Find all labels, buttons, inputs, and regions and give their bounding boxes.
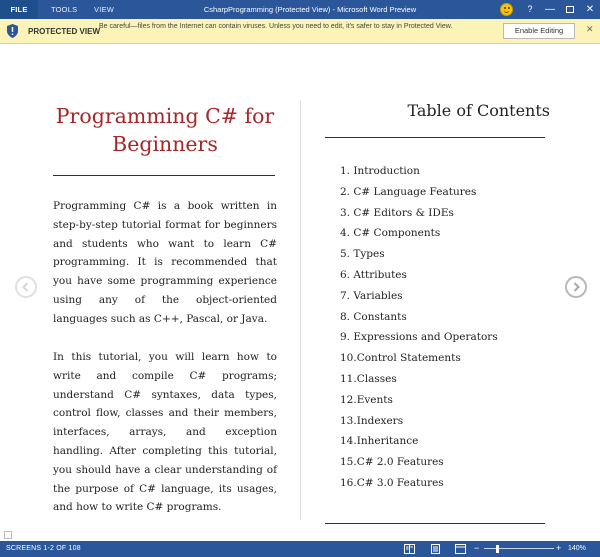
toc-item-number: 7.	[340, 289, 351, 302]
toc-item-label: Types	[350, 248, 385, 261]
protected-view-message: Be careful—files from the Internet can contain viruses. Unless you need to edit, it's safer to stay in Protected View.	[99, 23, 453, 30]
toc-bottom-rule	[325, 523, 545, 524]
toc-item-label: C# Language Features	[350, 185, 477, 198]
toc-item-label: C# 2.0 Features	[356, 456, 444, 469]
protected-view-label: PROTECTED VIEW	[28, 27, 101, 36]
window-title: CsharpProgramming (Protected View) - Microsoft Word Preview	[203, 5, 417, 14]
smiley-feedback-icon[interactable]	[500, 3, 513, 16]
title-bar	[0, 0, 600, 19]
toc-item-label: Expressions and Operators	[350, 331, 498, 344]
toc-item-label: Events	[356, 393, 393, 406]
title-rule	[53, 175, 275, 176]
zoom-level[interactable]: 140%	[568, 545, 586, 552]
next-page-button[interactable]	[565, 276, 587, 298]
print-layout-icon[interactable]	[430, 544, 441, 554]
chevron-left-icon	[20, 281, 32, 293]
toc-item-number: 12.	[340, 393, 357, 406]
toc-item-number: 15.	[340, 456, 357, 469]
toc-item[interactable]	[340, 452, 560, 473]
toc-item[interactable]	[340, 161, 560, 182]
close-protected-bar-icon[interactable]: ✕	[586, 24, 594, 34]
toc-item[interactable]	[340, 203, 560, 224]
toc-item[interactable]	[340, 390, 560, 411]
zoom-in-button[interactable]: +	[556, 543, 562, 553]
tutorial-paragraph: In this tutorial, you will learn how to write and compile C# programs; understand C# syntaxes, data types, control flow, classes and their members, interfaces, arrays, and exception handling. After completing this tutorial, you should have a clear understanding of the purpose of C# language, its usages, and how to write C# programs.	[53, 351, 277, 514]
toc-item-label: C# Editors & IDEs	[350, 206, 454, 219]
zoom-slider[interactable]	[484, 548, 554, 549]
toc-item-label: Indexers	[356, 414, 404, 427]
toc-item-number: 9.	[340, 331, 351, 344]
toc-item-label: Classes	[356, 372, 397, 385]
zoom-out-button[interactable]: −	[474, 543, 480, 553]
toc-item-number: 14.	[340, 435, 357, 448]
toc-item[interactable]	[340, 348, 560, 369]
toc-item-number: 10.	[340, 352, 357, 365]
reading-area	[0, 45, 600, 541]
toc-item[interactable]	[340, 265, 560, 286]
toc-item[interactable]	[340, 327, 560, 348]
toc-item-number: 5.	[340, 248, 351, 261]
status-bar	[0, 541, 600, 557]
web-layout-icon[interactable]	[455, 544, 466, 554]
close-window-button[interactable]: ✕	[585, 4, 595, 15]
toc-item-number: 4.	[340, 227, 351, 240]
toc-item-number: 11.	[340, 372, 357, 385]
toc-item-label: C# Components	[350, 227, 441, 240]
screen-count: SCREENS 1-2 OF 108	[6, 545, 81, 552]
help-button[interactable]: ?	[527, 4, 533, 14]
book-title: Programming C# for Beginners	[55, 104, 275, 156]
toc-item-number: 6.	[340, 268, 351, 281]
horizontal-scrollbar[interactable]	[0, 529, 600, 541]
intro-paragraph: Programming C# is a book written in step-by-step tutorial format for beginners and students who want to learn C# programming. It is recommended that you have some programming experience using any of the object-oriented languages such as C++, Pascal, or Java.	[53, 200, 277, 325]
toc-item-number: 2.	[340, 185, 351, 198]
enable-editing-button[interactable]: Enable Editing	[503, 23, 575, 39]
minimize-button[interactable]: —	[545, 4, 555, 15]
toc-item-label: Constants	[350, 310, 407, 323]
toc-list	[340, 161, 560, 494]
toc-item-number: 8.	[340, 310, 351, 323]
toc-item-label: Introduction	[350, 165, 420, 177]
toc-item-label: Inheritance	[356, 435, 419, 448]
toc-item[interactable]	[340, 223, 560, 244]
toc-item-label: Attributes	[350, 268, 407, 281]
toc-item[interactable]	[340, 244, 560, 265]
toc-item[interactable]	[340, 286, 560, 307]
tab-view[interactable]: VIEW	[94, 5, 114, 14]
toc-item[interactable]	[340, 182, 560, 203]
toc-item-label: Control Statements	[356, 352, 461, 365]
toc-item-number: 3.	[340, 206, 351, 219]
page-divider	[300, 100, 301, 520]
toc-title: Table of Contents	[407, 101, 550, 120]
toc-item-number: 1.	[340, 165, 351, 177]
toc-item[interactable]	[340, 431, 560, 452]
toc-item[interactable]	[340, 307, 560, 328]
toc-item-number: 13.	[340, 414, 357, 427]
protected-view-bar	[0, 19, 600, 44]
zoom-slider-thumb[interactable]	[496, 545, 499, 553]
toc-item[interactable]	[340, 473, 560, 494]
scroll-thumb[interactable]	[4, 531, 12, 539]
tab-tools[interactable]: TOOLS	[51, 5, 78, 14]
toc-item[interactable]	[340, 369, 560, 390]
toc-item-label: Variables	[350, 289, 403, 302]
maximize-icon	[566, 6, 574, 13]
previous-page-button[interactable]	[15, 276, 37, 298]
tab-file[interactable]: FILE	[0, 0, 38, 19]
toc-item-number: 16.	[340, 476, 357, 489]
chevron-right-icon	[570, 281, 582, 293]
read-mode-icon[interactable]	[404, 544, 415, 554]
maximize-button[interactable]	[560, 0, 580, 19]
toc-rule	[325, 137, 545, 138]
shield-icon	[7, 24, 18, 38]
toc-item[interactable]	[340, 411, 560, 432]
toc-item-label: C# 3.0 Features	[356, 476, 444, 489]
